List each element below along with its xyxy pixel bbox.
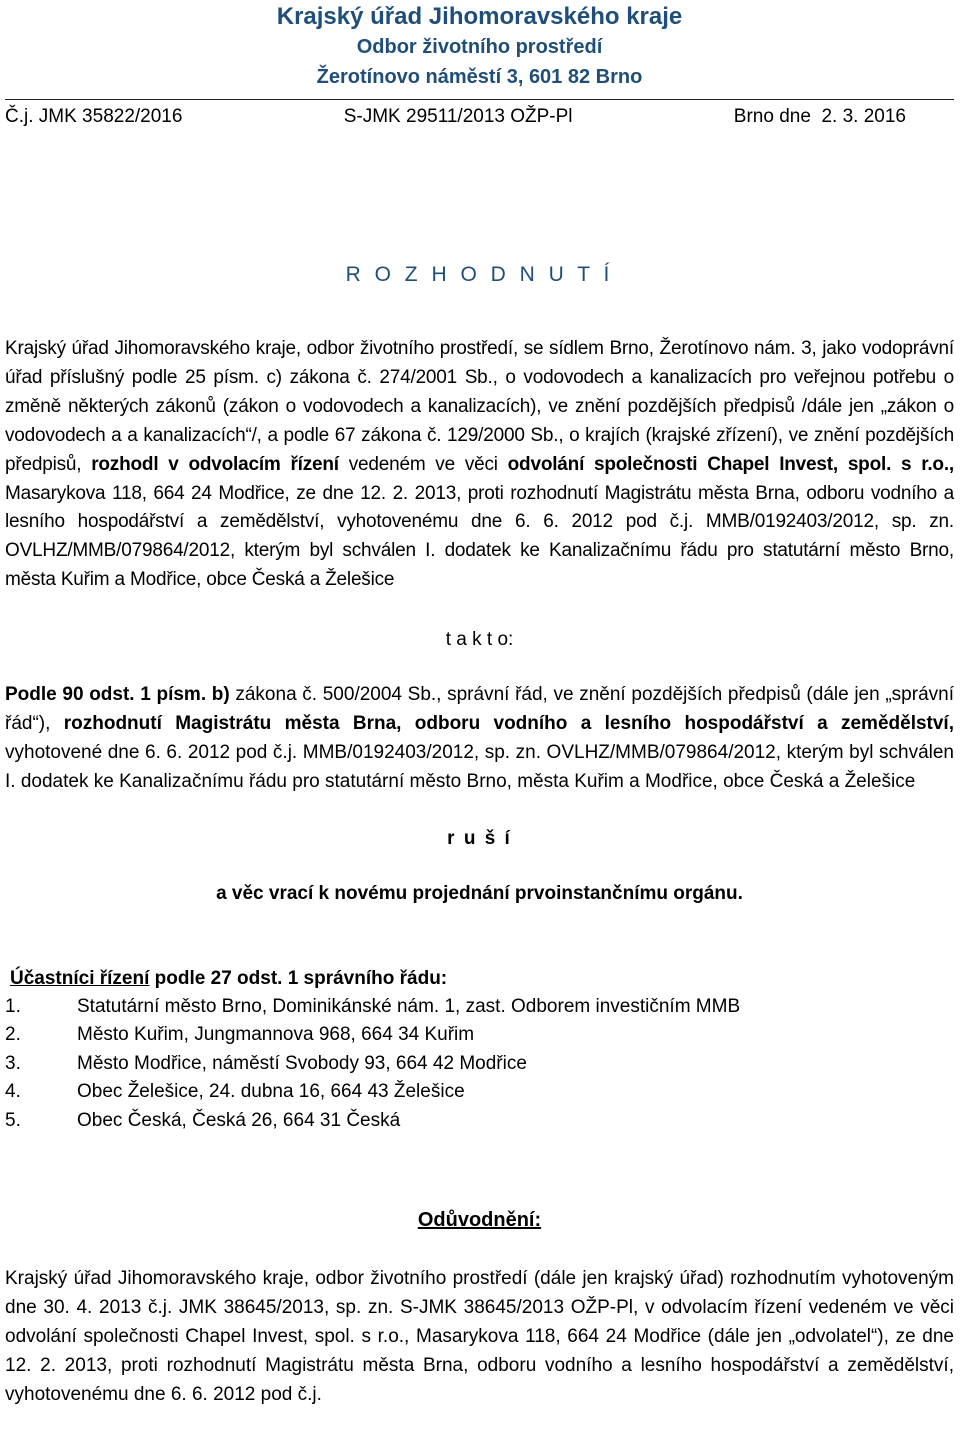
reference-line [5,105,954,129]
issue-date: Brno dne 2. 3. 2016 [733,106,906,127]
authority-name: Krajský úřad Jihomoravského kraje [276,3,683,30]
letterhead [5,0,954,92]
participants-heading-paragraph: 27 odst. 1 správního řádu: [210,967,448,989]
participants-list [5,993,954,1136]
authority-address: Žerotínovo náměstí 3, 601 82 Brno [316,66,643,88]
participants-heading-podle: podle [149,967,211,989]
intro-bold-appeal: odvolání společnosti Chapel Invest, spol. s r.o., [507,453,954,475]
department-name: Odbor životního prostředí [356,36,603,58]
intro-text-2: vedeném ve věci [338,453,508,475]
reference-number: Č.j. JMK 35822/2016 [5,106,183,127]
list-item: 3. Město Modřice, náměstí Svobody 93, 664 42 Modřice [5,1052,527,1074]
list-item: 5. Obec Česká, Česká 26, 664 31 Česká [5,1109,401,1131]
decision-paragraph [5,681,954,797]
intro-text-1: Krajský úřad Jihomoravského kraje, odbor životního prostředí, se sídlem Brno, Žerotínovo nám. 3, jako vodoprávní úřad příslušný podle 25 písm. c) zákona č. 274/2001 Sb., o vodovodech a kanalizacích pro veřejnou potřebu o změně některých zákonů (zákon o vodovodech a kanalizacích), ve znění pozdějších předpisů /dále jen „zákon o vodovodech a a kanalizacích“/, a podle 67 zákona č. 129/2000 Sb., o krajích (krajské zřízení), ve znění pozdějších předpisů, [5,338,954,475]
list-item: 2. Město Kuřim, Jungmannova 968, 664 34 Kuřim [5,1024,475,1046]
decision-bold-subject: rozhodnutí Magistrátu města Brna, odboru vodního a lesního hospodářství a zemědělství, [63,713,954,735]
list-item: 1. Statutární město Brno, Dominikánské nám. 1, zast. Odborem investičním MMB [5,995,741,1017]
decision-text-2: vyhotovené dne 6. 6. 2012 pod č.j. MMB/0192403/2012, sp. zn. OVLHZ/MMB/079864/2012, kterým byl schválen I. dodatek ke Kanalizačnímu řádu pro statutární město Brno, města Kuřim a Modřice, obce Česká a Želešice [5,741,954,792]
justification-paragraph: Krajský úřad Jihomoravského kraje, odbor životního prostředí (dále jen krajský úřad) rozhodnutím vyhotoveným dne 30. 4. 2013 č.j. JMK 38645/2013, sp. zn. S-JMK 38645/2013 OŽP-Pl, v odvolacím řízení vedeném ve věci odvolání společnosti Chapel Invest, spol. s r.o., Masarykova 118, 664 24 Modřice (dále jen „odvolatel“), ze dne 12. 2. 2013, proti rozhodnutí Magistrátu města Brna, odboru vodního a lesního hospodářství a zemědělství, vyhotovenému dne 6. 6. 2012 pod č.j. [5,1268,954,1405]
decision-text-1: zákona č. 500/2004 Sb., správní řád, ve znění pozdějších předpisů (dále jen „správní řád“), [5,684,954,735]
intro-text-3: Masarykova 118, 664 24 Modřice, ze dne 12. 2. 2013, proti rozhodnutí Magistrátu města Brna, odboru vodního a lesního hospodářství a zemědělství, vyhotovenému dne 6. 6. 2012 pod č.j. MMB/0192403/2012, sp. zn. OVLHZ/MMB/079864/2012, kterým byl schválen I. dodatek ke Kanalizačnímu řádu pro statutární město Brno, města Kuřim a Modřice, obce Česká a Želešice [5,482,954,591]
list-item: 4. Obec Želešice, 24. dubna 16, 664 43 Želešice [5,1081,465,1103]
file-mark: S-JMK 29511/2013 OŽP-Pl [343,106,573,127]
annuls-label: r u š í [447,827,512,849]
header-divider [5,99,954,100]
intro-bold-decision: rozhodl v odvolacím řízení [91,453,339,475]
decision-bold-law: Podle 90 odst. 1 písm. b) [5,684,230,706]
participants-heading-underlined: Účastníci řízení [10,967,150,989]
returns-statement: a věc vrací k novému projednání prvoinstančnímu orgánu. [216,882,743,904]
takto-label: t a k t o: [445,629,514,651]
justification-heading: Odůvodnění: [417,1209,542,1232]
intro-paragraph [5,335,954,595]
participants-heading [5,965,954,993]
document-title: R O Z H O D N U T Í [345,263,614,286]
